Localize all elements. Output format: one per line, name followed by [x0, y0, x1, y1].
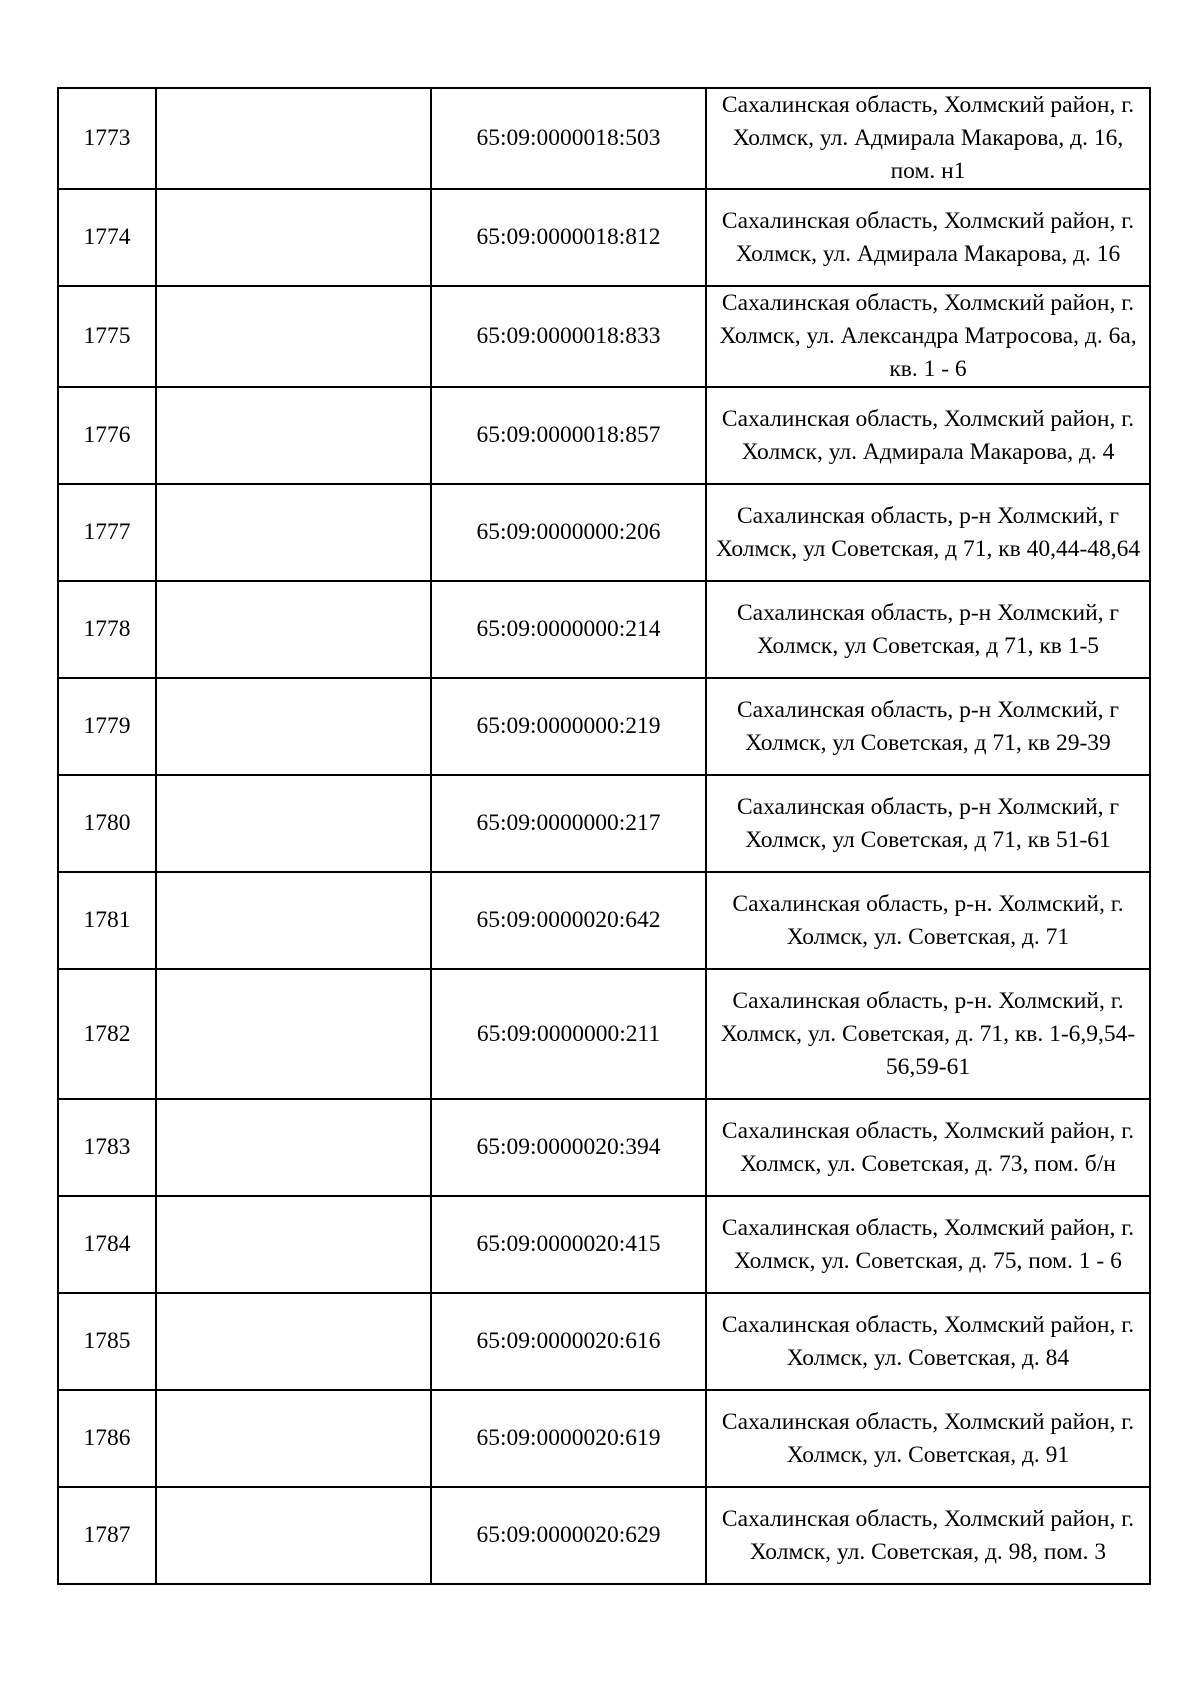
row-number-cell: 1784: [58, 1196, 156, 1293]
object-name-cell: [156, 88, 431, 189]
address-cell: Сахалинская область, Холмский район, г. Холмск, ул. Адмирала Макарова, д. 16, пом. н1: [706, 88, 1150, 189]
table-row: [58, 484, 1150, 581]
row-number-cell: 1785: [58, 1293, 156, 1390]
object-name-cell: [156, 1390, 431, 1487]
object-name-cell: [156, 484, 431, 581]
table-row: [58, 1390, 1150, 1487]
object-name-cell: [156, 581, 431, 678]
cadastral-number-cell: 65:09:0000000:206: [431, 484, 706, 581]
object-name-cell: [156, 678, 431, 775]
cadastral-number-cell: 65:09:0000020:415: [431, 1196, 706, 1293]
object-name-cell: [156, 189, 431, 286]
cadastral-number-cell: 65:09:0000018:812: [431, 189, 706, 286]
cadastral-number-cell: 65:09:0000018:503: [431, 88, 706, 189]
address-cell: Сахалинская область, Холмский район, г. Холмск, ул. Советская, д. 98, пом. 3: [706, 1487, 1150, 1584]
table-row: [58, 286, 1150, 387]
cadastral-number-cell: 65:09:0000000:217: [431, 775, 706, 872]
registry-table-body: [58, 88, 1150, 1584]
table-row: [58, 189, 1150, 286]
object-name-cell: [156, 872, 431, 969]
address-cell: Сахалинская область, Холмский район, г. Холмск, ул. Адмирала Макарова, д. 4: [706, 387, 1150, 484]
property-registry-table: [57, 87, 1151, 1585]
table-row: [58, 775, 1150, 872]
cadastral-number-cell: 65:09:0000020:642: [431, 872, 706, 969]
address-cell: Сахалинская область, Холмский район, г. Холмск, ул. Александра Матросова, д. 6а, кв. 1 - 6: [706, 286, 1150, 387]
cadastral-number-cell: 65:09:0000018:857: [431, 387, 706, 484]
address-cell: Сахалинская область, р-н Холмский, г Холмск, ул Советская, д 71, кв 40,44-48,64: [706, 484, 1150, 581]
address-cell: Сахалинская область, Холмский район, г. Холмск, ул. Советская, д. 75, пом. 1 - 6: [706, 1196, 1150, 1293]
cadastral-number-cell: 65:09:0000018:833: [431, 286, 706, 387]
row-number-cell: 1774: [58, 189, 156, 286]
table-row: [58, 88, 1150, 189]
row-number-cell: 1783: [58, 1099, 156, 1196]
address-cell: Сахалинская область, Холмский район, г. Холмск, ул. Советская, д. 73, пом. б/н: [706, 1099, 1150, 1196]
row-number-cell: 1775: [58, 286, 156, 387]
address-cell: Сахалинская область, р-н. Холмский, г. Холмск, ул. Советская, д. 71, кв. 1-6,9,54-56,59-61: [706, 969, 1150, 1099]
object-name-cell: [156, 1099, 431, 1196]
cadastral-number-cell: 65:09:0000020:619: [431, 1390, 706, 1487]
cadastral-number-cell: 65:09:0000000:211: [431, 969, 706, 1099]
row-number-cell: 1773: [58, 88, 156, 189]
row-number-cell: 1780: [58, 775, 156, 872]
object-name-cell: [156, 387, 431, 484]
table-row: [58, 387, 1150, 484]
object-name-cell: [156, 1487, 431, 1584]
cadastral-number-cell: 65:09:0000020:616: [431, 1293, 706, 1390]
row-number-cell: 1782: [58, 969, 156, 1099]
table-row: [58, 1099, 1150, 1196]
address-cell: Сахалинская область, р-н Холмский, г Холмск, ул Советская, д 71, кв 51-61: [706, 775, 1150, 872]
object-name-cell: [156, 775, 431, 872]
table-row: [58, 969, 1150, 1099]
cadastral-number-cell: 65:09:0000000:214: [431, 581, 706, 678]
row-number-cell: 1776: [58, 387, 156, 484]
cadastral-number-cell: 65:09:0000020:629: [431, 1487, 706, 1584]
table-row: [58, 1293, 1150, 1390]
row-number-cell: 1779: [58, 678, 156, 775]
address-cell: Сахалинская область, Холмский район, г. Холмск, ул. Советская, д. 91: [706, 1390, 1150, 1487]
row-number-cell: 1777: [58, 484, 156, 581]
object-name-cell: [156, 1293, 431, 1390]
object-name-cell: [156, 286, 431, 387]
row-number-cell: 1778: [58, 581, 156, 678]
table-row: [58, 581, 1150, 678]
address-cell: Сахалинская область, р-н Холмский, г Холмск, ул Советская, д 71, кв 1-5: [706, 581, 1150, 678]
cadastral-number-cell: 65:09:0000020:394: [431, 1099, 706, 1196]
address-cell: Сахалинская область, Холмский район, г. Холмск, ул. Адмирала Макарова, д. 16: [706, 189, 1150, 286]
table-row: [58, 1196, 1150, 1293]
row-number-cell: 1786: [58, 1390, 156, 1487]
row-number-cell: 1787: [58, 1487, 156, 1584]
object-name-cell: [156, 1196, 431, 1293]
table-row: [58, 678, 1150, 775]
row-number-cell: 1781: [58, 872, 156, 969]
address-cell: Сахалинская область, р-н. Холмский, г. Холмск, ул. Советская, д. 71: [706, 872, 1150, 969]
table-row: [58, 1487, 1150, 1584]
object-name-cell: [156, 969, 431, 1099]
address-cell: Сахалинская область, р-н Холмский, г Холмск, ул Советская, д 71, кв 29-39: [706, 678, 1150, 775]
table-row: [58, 872, 1150, 969]
address-cell: Сахалинская область, Холмский район, г. Холмск, ул. Советская, д. 84: [706, 1293, 1150, 1390]
cadastral-number-cell: 65:09:0000000:219: [431, 678, 706, 775]
